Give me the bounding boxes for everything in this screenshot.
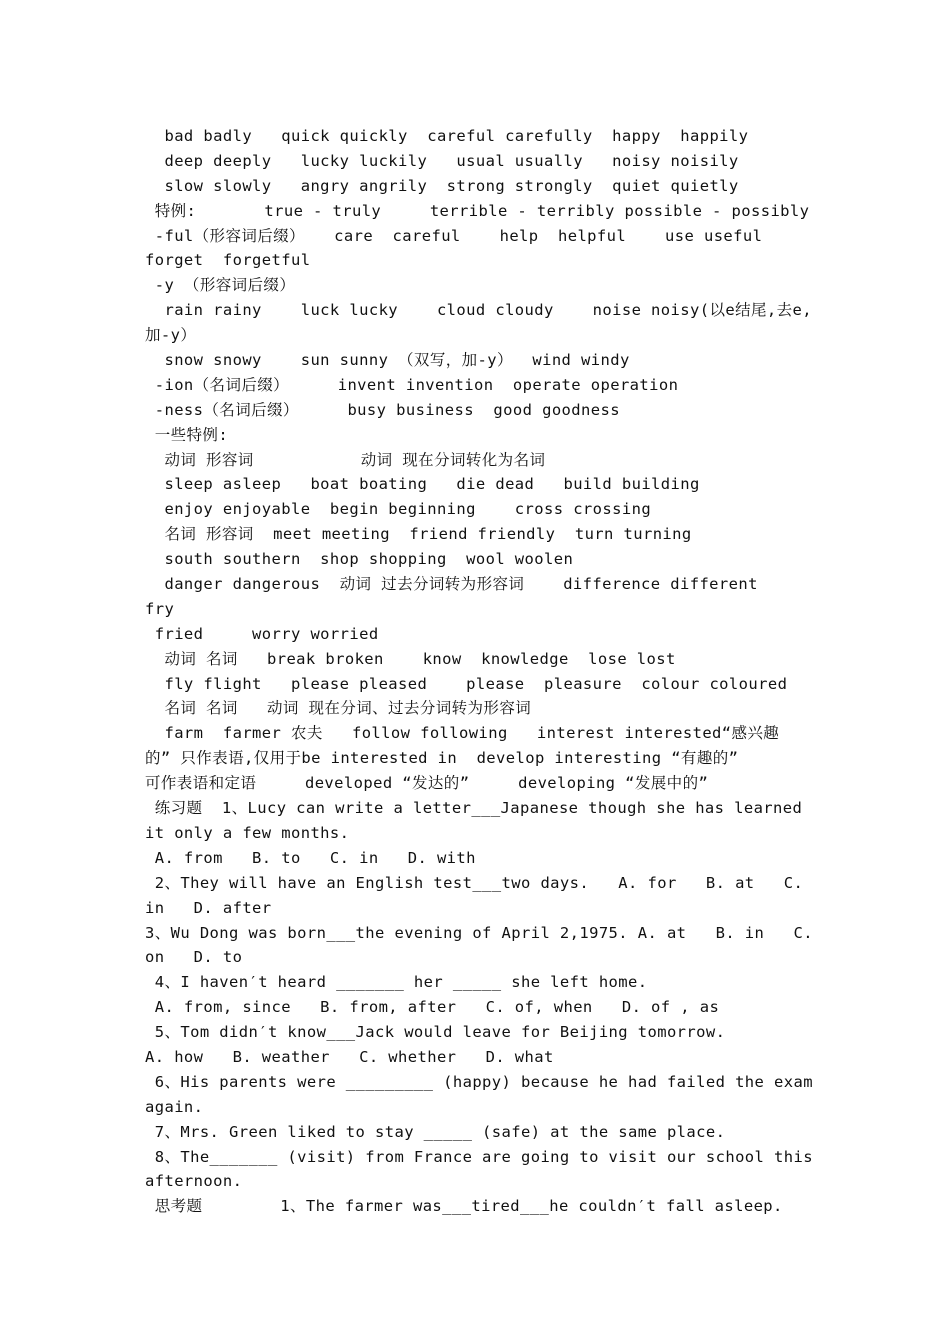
text-line: 加-y）	[145, 326, 197, 345]
text-line: fry	[145, 599, 175, 618]
question-line: 8、The_______ (visit) from France are going to visit our school this	[145, 1147, 813, 1166]
text-line: danger dangerous 动词 过去分词转为形容词 difference different	[145, 575, 758, 594]
text-line: in D. after	[145, 898, 272, 917]
text-line: again.	[145, 1097, 204, 1116]
text-line: forget forgetful	[145, 251, 311, 270]
question-line: 7、Mrs. Green liked to stay _____ (safe) at the same place.	[145, 1122, 726, 1141]
exercise-heading-line: 练习题 1、Lucy can write a letter___Japanese though she has learned	[145, 799, 803, 818]
text-line: -ful（形容词后缀） care careful help helpful use useful	[145, 226, 763, 245]
question-line: 2、They will have an English test___two days. A. for B. at C.	[145, 873, 804, 892]
text-line: farm farmer 农夫 follow following interest interested“感兴趣	[145, 724, 780, 743]
text-line: snow snowy sun sunny （双写，加-y） wind windy	[145, 351, 630, 370]
document-body	[145, 124, 813, 1219]
text-line: -ness（名词后缀） busy business good goodness	[145, 400, 620, 419]
text-line: 名词 名词 动词 现在分词、过去分词转为形容词	[145, 699, 532, 718]
question-line: 4、I haven′t heard _______ her _____ she left home.	[145, 973, 648, 992]
text-line: 一些特例:	[145, 425, 229, 444]
text-line: -y （形容词后缀）	[145, 276, 296, 295]
text-line: deep deeply lucky luckily usual usually noisy noisily	[145, 151, 739, 170]
question-line: 5、Tom didn′t know___Jack would leave for Beijing tomorrow.	[145, 1023, 726, 1042]
text-line: 动词 形容词 动词 现在分词转化为名词	[145, 450, 546, 469]
text-line: 动词 名词 break broken know knowledge lose lost	[145, 649, 676, 668]
question-line: 6、His parents were _________ (happy) because he had failed the exam	[145, 1072, 813, 1091]
text-line: fried worry worried	[145, 624, 379, 643]
text-line: afternoon.	[145, 1172, 243, 1191]
text-line: on D. to	[145, 948, 243, 967]
text-line: it only a few months.	[145, 823, 350, 842]
text-line: 的” 只作表语,仅用于be interested in develop interesting “有趣的”	[145, 749, 739, 768]
thinking-question-line: 思考题 1、The farmer was___tired___he couldn′t fall asleep.	[145, 1197, 783, 1216]
text-line: 可作表语和定语 developed “发达的” developing “发展中的”	[145, 774, 709, 793]
answer-options: A. from, since B. from, after C. of, when D. of , as	[145, 998, 720, 1017]
text-line: sleep asleep boat boating die dead build building	[145, 475, 700, 494]
text-line: bad badly quick quickly careful carefully happy happily	[145, 127, 749, 145]
text-line: enjoy enjoyable begin beginning cross crossing	[145, 500, 652, 519]
text-line: rain rainy luck lucky cloud cloudy noise noisy(以e结尾,去e,	[145, 301, 812, 320]
text-line: -ion（名词后缀） invent invention operate operation	[145, 375, 679, 394]
question-line: 3、Wu Dong was born___the evening of April 2,1975. A. at B. in C.	[145, 923, 813, 942]
text-line: 名词 形容词 meet meeting friend friendly turn turning	[145, 525, 692, 544]
answer-options: A. how B. weather C. whether D. what	[145, 1047, 554, 1066]
answer-options: A. from B. to C. in D. with	[145, 848, 476, 867]
text-line: south southern shop shopping wool woolen	[145, 550, 574, 569]
text-line: fly flight please pleased please pleasure colour coloured	[145, 674, 788, 693]
text-line: slow slowly angry angrily strong strongly quiet quietly	[145, 176, 739, 195]
text-line: 特例: true - truly terrible - terribly possible - possibly	[145, 201, 810, 220]
